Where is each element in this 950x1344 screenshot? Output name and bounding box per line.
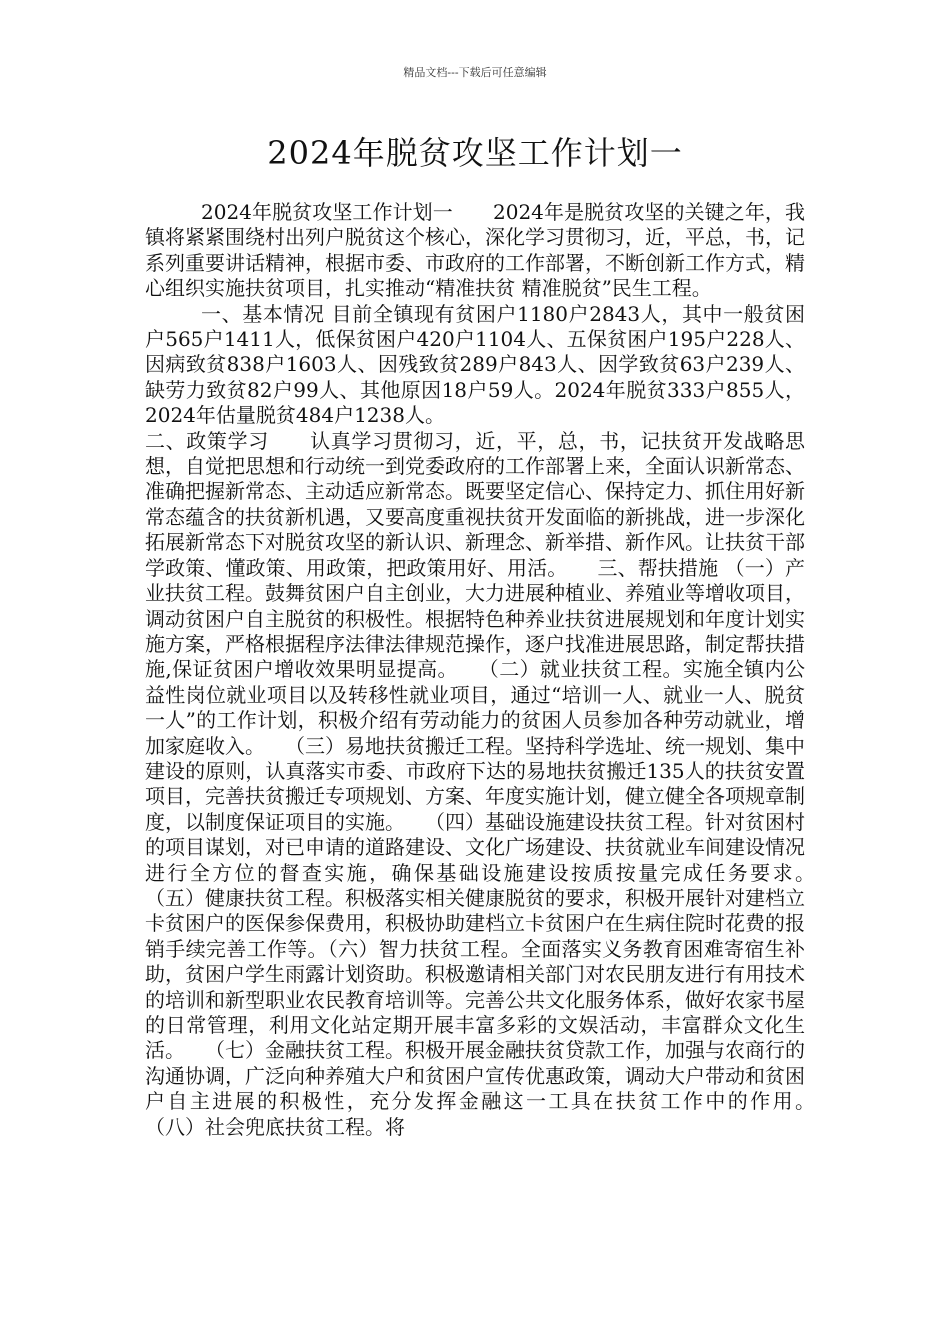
document-body bbox=[145, 200, 845, 1140]
paragraph-intro: 2024年脱贫攻坚工作计划一 2024年是脱贫攻坚的关键之年，我镇将紧紧围绕村出列户脱贫这个核心，深化学习贯彻习，近，平总，书，记系列重要讲话精神，根据市委、市政府的工作部署，不断创新工作方式，精心组织实施扶贫项目，扎实推动“精准扶贫 精准脱贫”民生工程。 bbox=[145, 200, 805, 301]
paragraph-basic-situation: 一、基本情况 目前全镇现有贫困户1180户2843人，其中一般贫困户565户1411人，低保贫困户420户1104人、五保贫困户195户228人、因病致贫838户1603人、因残致贫289户843人、因学致贫63户239人、缺劳力致贫82户99人、其他原因18户59人。2024年脱贫333户855人，2024年估量脱贫484户1238人。 bbox=[145, 301, 805, 428]
document-title: 2024年脱贫攻坚工作计划一 bbox=[267, 134, 683, 172]
paragraph-policy-and-measures: 二、政策学习 认真学习贯彻习，近，平，总，书，记扶贫开发战略思想，自觉把思想和行动统一到党委政府的工作部署上来，全面认识新常态、准确把握新常态、主动适应新常态。既要坚定信心、保持定力、抓住用好新常态蕴含的扶贫新机遇，又要高度重视扶贫开发面临的新挑战，进一步深化拓展新常态下对脱贫攻坚的新认识、新理念、新举措、新作风。让扶贫干部学政策、懂政策、用政策，把政策用好、用活。 三、帮扶措施 （一）产业扶贫工程。鼓舞贫困户自主创业，大力进展种植业、养殖业等增收项目，调动贫困户自主脱贫的积极性。根据特色种养业扶贫进展规划和年度计划实施方案，严格根据程序法律法律规范操作，逐户找准进展思路，制定帮扶措施,保证贫困户增收效果明显提高。 （二）就业扶贫工程。实施全镇内公益性岗位就业项目以及转移性就业项目，通过“培训一人、就业一人、脱贫一人”的工作计划，积极介绍有劳动能力的贫困人员参加各种劳动就业，增加家庭收入。 （三）易地扶贫搬迁工程。坚持科学选址、统一规划、集中建设的原则，认真落实市委、市政府下达的易地扶贫搬迁135人的扶贫安置项目，完善扶贫搬迁专项规划、方案、年度实施计划，健立健全各项规章制度，以制度保证项目的实施。 （四）基础设施建设扶贫工程。针对贫困村的项目谋划，对已申请的道路建设、文化广场建设、扶贫就业车间建设情况进行全方位的督查实施，确保基础设施建设按质按量完成任务要求。 （五）健康扶贫工程。积极落实相关健康脱贫的要求，积极开展针对建档立卡贫困户的医保参保费用，积极协助建档立卡贫困户在生病住院时花费的报销手续完善工作等。（六）智力扶贫工程。全面落实义务教育困难寄宿生补助，贫困户学生雨露计划资助。积极邀请相关部门对农民朋友进行有用技术的培训和新型职业农民教育培训等。完善公共文化服务体系，做好农家书屋的日常管理，利用文化站定期开展丰富多彩的文娱活动，丰富群众文化生活。 （七）金融扶贫工程。积极开展金融扶贫贷款工作，加强与农商行的沟通协调，广泛向种养殖大户和贫困户宣传优惠政策，调动大户带动和贫困户自主进展的积极性，充分发挥金融这一工具在扶贫工作中的作用。 （八）社会兜底扶贫工程。将 bbox=[145, 428, 845, 1139]
header-note: 精品文档---下载后可任意编辑 bbox=[403, 66, 547, 79]
